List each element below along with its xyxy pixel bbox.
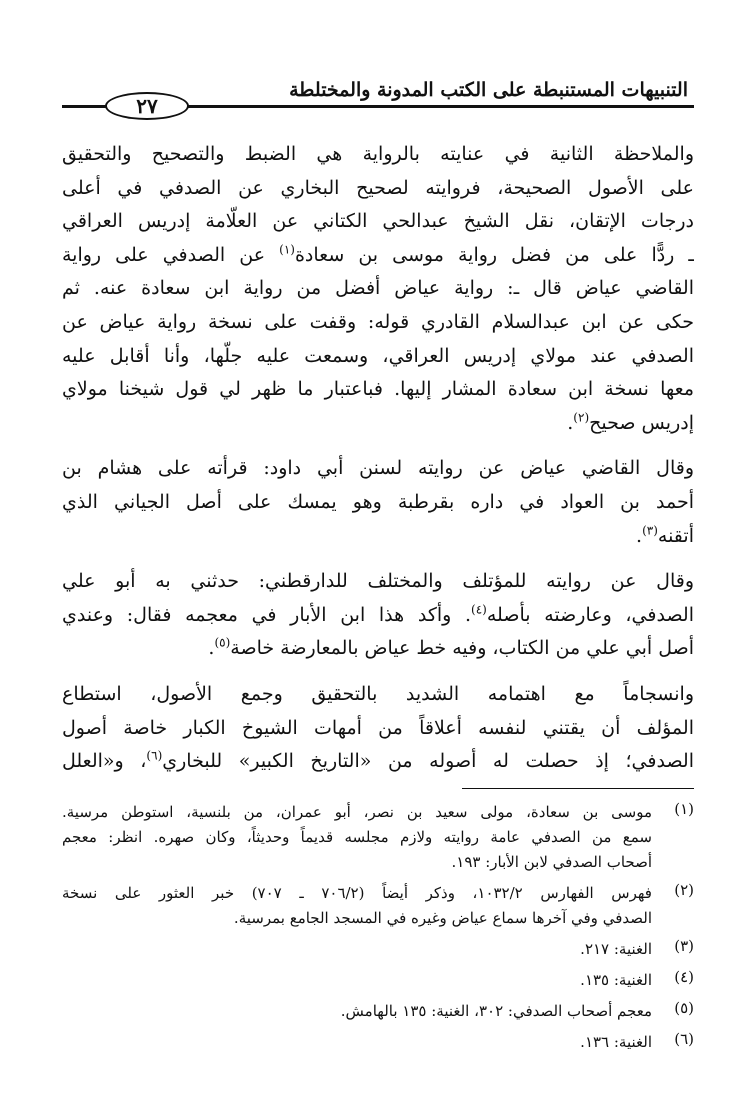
paragraph-4: [62, 678, 694, 779]
text-line: معها نسخة ابن سعادة المشار إليها. فباعتبار ما ظهر لي قول شيخنا مولاي: [62, 378, 694, 401]
text-line: والملاحظة الثانية في عنايته بالرواية هي الضبط والتصحيح والتحقيق: [62, 143, 694, 165]
footnote-line: موسى بن سعادة، مولى سعيد بن نصر، أبو عمران، من بلنسية، استوطن مرسية.: [62, 803, 652, 821]
text-segment: الصدفي؛ إذ حصلت له أصوله من «التاريخ الكبير» للبخاري: [162, 750, 694, 773]
text-segment: ، و«العلل: [62, 750, 147, 773]
running-title: التنبيهات المستنبطة على الكتب المدونة والمختلطة: [289, 79, 688, 101]
text-line: [62, 632, 694, 666]
footnote-number: (١): [674, 800, 694, 818]
footnote-body: [62, 800, 652, 875]
footnote-number: (٣): [674, 937, 694, 955]
footnote-body: [62, 881, 652, 931]
text-segment: . وأكد هذا ابن الأبار في معجمه فقال: وعندي: [62, 603, 472, 626]
text-line: وقال القاضي عياض عن روايته لسنن أبي داود: قرأته على هشام بن: [62, 457, 694, 480]
text-line: [62, 239, 694, 273]
text-line: أحمد بن العواد في داره بقرطبة وهو يمسك على أصل الجياني الذي: [62, 490, 694, 513]
footnote-ref-1[interactable]: (١): [279, 242, 295, 257]
footnote-ref-5[interactable]: (٥): [214, 635, 231, 650]
text-segment: إدريس صحيح: [589, 411, 694, 434]
text-line: درجات الإتقان، نقل الشيخ عبدالحي الكتاني عن العلّامة إدريس العراقي: [62, 210, 694, 233]
text-line: القاضي عياض قال ـ: رواية عياض أفضل من رواية ابن سعادة عنه. ثم: [62, 277, 694, 300]
footnote-3: [62, 937, 694, 962]
footnote-1: [62, 800, 694, 875]
footnote-line: الغنية: ٢١٧.: [580, 940, 652, 958]
footnote-number: (٦): [674, 1030, 694, 1048]
paragraph-3: [62, 565, 694, 666]
footnote-body: [62, 937, 652, 962]
text-segment: .: [208, 637, 215, 660]
footnote-4: [62, 968, 694, 993]
footnotes: [62, 800, 694, 1061]
footnote-ref-3[interactable]: (٣): [642, 523, 658, 538]
text-line: [62, 745, 694, 779]
footnote-separator: [462, 788, 694, 789]
text-segment: الصدفي، وعارضته بأصله: [486, 603, 694, 626]
footnote-ref-2[interactable]: (٢): [573, 410, 590, 425]
footnote-number: (٤): [674, 968, 694, 986]
footnote-line: فهرس الفهارس ١٠٣٢/٢، وذكر أيضاً (٧٠٦/٢ ـ ٧٠٧) خبر العثور على نسخة: [62, 884, 652, 902]
text-line: [62, 520, 694, 554]
text-segment: .: [636, 524, 643, 547]
footnote-body: [62, 999, 652, 1024]
footnote-number: (٢): [674, 881, 694, 899]
text-line: المؤلف أن يقتني لنفسه أعلاقاً من أمهات الشيوخ الكبار خاصة أصول: [62, 716, 694, 739]
text-line: [62, 599, 694, 633]
footnote-line: سمع من الصدفي عامة روايته ولازم مجلسه قديماً وحديثاً، وكان صهره. انظر: معجم: [62, 828, 652, 846]
main-text: [62, 138, 694, 791]
text-segment: عن الصدفي على رواية: [62, 243, 280, 266]
text-line: الصدفي عند مولاي إدريس العراقي، وسمعت عليه جلّها، وأنا أقابل عليه: [62, 344, 694, 367]
footnote-6: [62, 1030, 694, 1055]
footnote-line: الصدفي وفي آخرها سماع عياض وغيره في المسجد الجامع بمرسية.: [233, 909, 652, 927]
text-line: [62, 407, 694, 441]
text-segment: أتقنه: [657, 524, 694, 547]
footnote-5: [62, 999, 694, 1024]
text-line: على الأصول الصحيحة، فروايته لصحيح البخاري عن الصدفي في أعلى: [62, 176, 694, 199]
footnote-2: [62, 881, 694, 931]
footnote-line: الغنية: ١٣٦.: [580, 1033, 652, 1051]
footnote-body: [62, 1030, 652, 1055]
text-segment: .: [567, 411, 574, 434]
text-line: وانسجاماً مع اهتمامه الشديد بالتحقيق وجمع الأصول، استطاع: [62, 682, 694, 705]
footnote-ref-4[interactable]: (٤): [471, 602, 487, 617]
footnote-ref-6[interactable]: (٦): [146, 748, 163, 763]
footnote-line: الغنية: ١٣٥.: [580, 971, 652, 989]
footnote-line: أصحاب الصدفي لابن الأبار: ١٩٣.: [451, 853, 652, 871]
text-segment: أصل أبي علي من الكتاب، وفيه خط عياض بالمعارضة خاصة: [230, 637, 694, 660]
text-line: وقال عن روايته للمؤتلف والمختلف للدارقطني: حدثني به أبو علي: [62, 570, 694, 593]
footnote-body: [62, 968, 652, 993]
text-line: حكى عن ابن عبدالسلام القادري قوله: وقفت على نسخة رواية عياض عن: [62, 310, 694, 333]
page-number: ٢٧: [105, 92, 189, 120]
paragraph-2: [62, 452, 694, 553]
text-segment: ـ ردًّا على من فضل رواية موسى بن سعادة: [294, 243, 694, 266]
paragraph-1: [62, 138, 694, 440]
footnote-number: (٥): [674, 999, 694, 1017]
footnote-line: معجم أصحاب الصدفي: ٣٠٢، الغنية: ١٣٥ بالهامش.: [340, 1002, 652, 1020]
